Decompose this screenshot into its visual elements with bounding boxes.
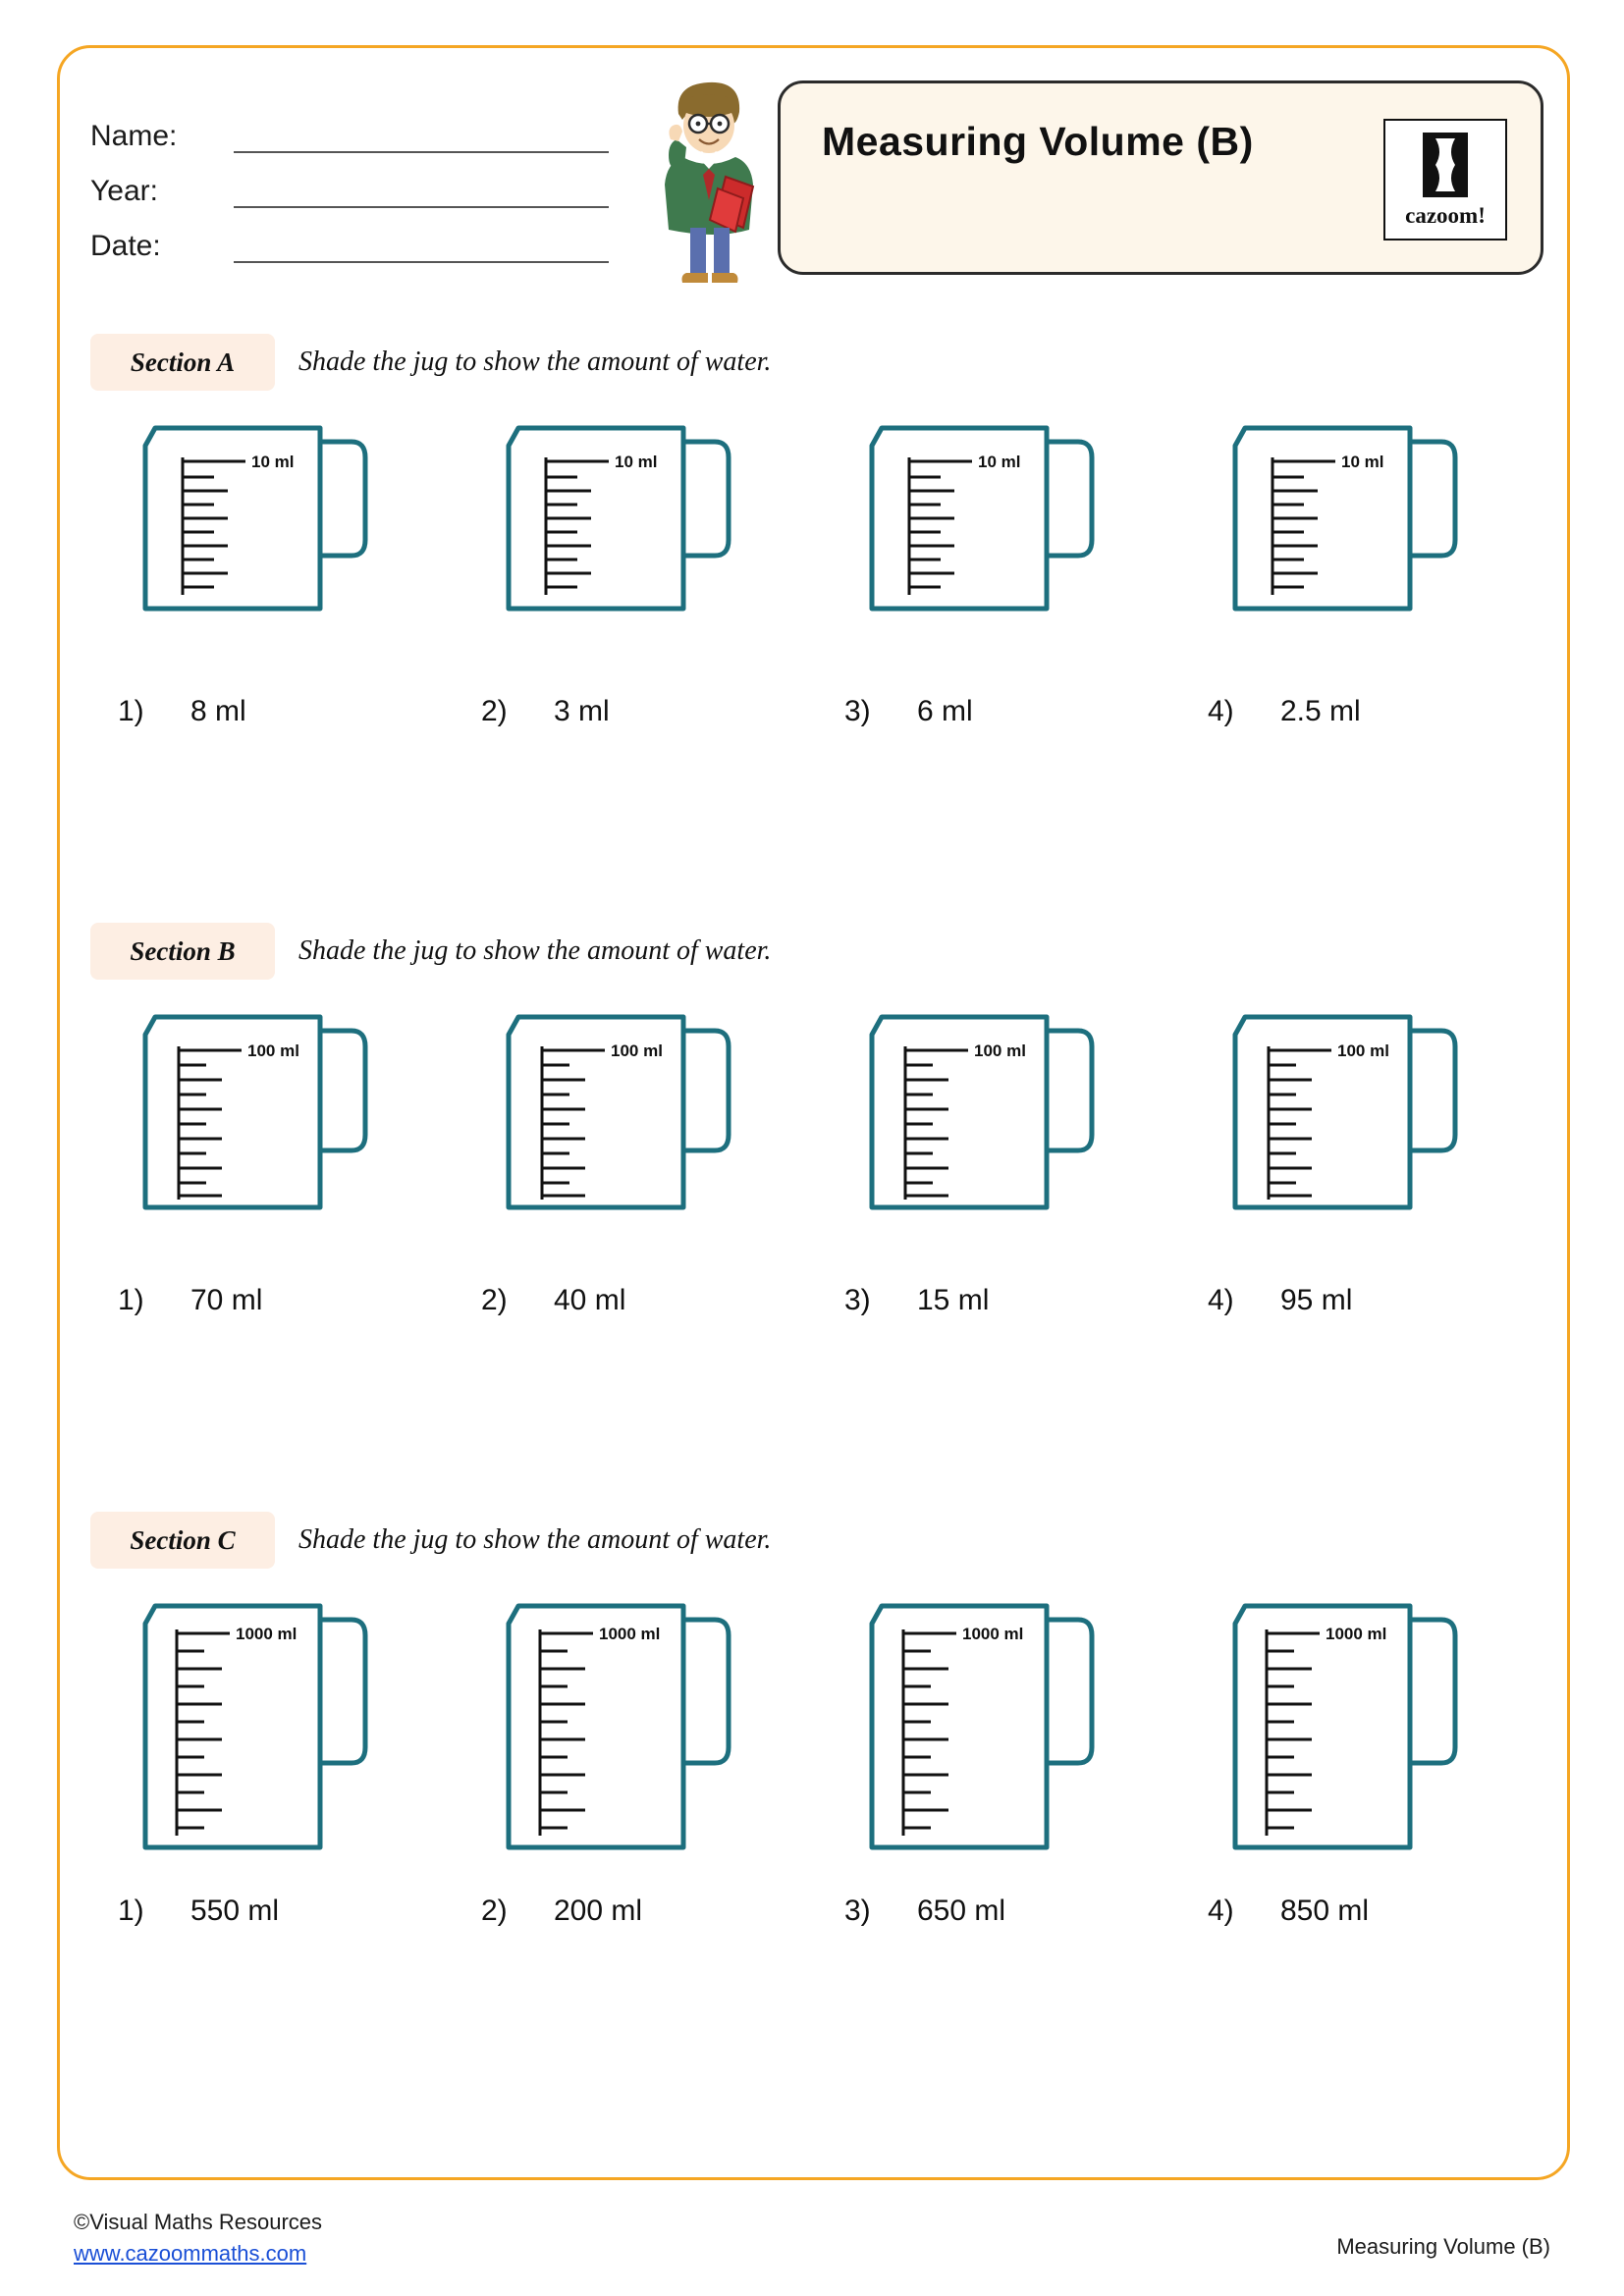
section-a-jug-row [90, 422, 1543, 746]
section-a-question-4 [1180, 422, 1543, 746]
question-number: 4) [1208, 1284, 1234, 1316]
scale-label: 100 ml [1337, 1041, 1389, 1060]
section-b [90, 923, 1543, 1316]
section-c-jug-row [90, 1600, 1543, 1927]
year-field-row [90, 153, 621, 208]
question-number: 3) [844, 1284, 871, 1316]
section-c-tag [90, 1512, 275, 1569]
section-c-question-2 [454, 1600, 817, 1927]
question-number: 2) [481, 1895, 508, 1927]
answer-line [481, 695, 610, 728]
section-b-question-3 [817, 1011, 1180, 1335]
question-value: 40 ml [554, 1284, 626, 1316]
section-a-question-3 [817, 422, 1180, 746]
answer-line [481, 1895, 642, 1928]
section-b-jug-row [90, 1011, 1543, 1335]
website-link[interactable]: www.cazoommaths.com [74, 2240, 307, 2266]
teacher-illustration-icon [635, 71, 783, 298]
cazoom-logo [1383, 119, 1507, 240]
question-value: 200 ml [554, 1895, 643, 1927]
section-c-instruction: Shade the jug to show the amount of water. [298, 1524, 772, 1555]
jug-graphic[interactable] [112, 1011, 406, 1276]
jug-graphic[interactable] [112, 422, 406, 687]
section-c [90, 1512, 1543, 1927]
section-b-tag [90, 923, 275, 980]
section-a-instruction: Shade the jug to show the amount of water. [298, 347, 772, 377]
logo-wordmark: cazoom! [1405, 203, 1486, 228]
question-number: 3) [844, 695, 871, 727]
section-a-tag-label: Section A [130, 347, 236, 377]
name-input-line[interactable] [234, 118, 609, 153]
answer-line [118, 1284, 262, 1317]
student-info-fields [90, 98, 621, 263]
question-number: 1) [118, 1895, 144, 1927]
section-c-question-3 [817, 1600, 1180, 1927]
question-number: 4) [1208, 1895, 1234, 1927]
question-value: 8 ml [190, 695, 246, 727]
date-label: Date: [90, 230, 161, 262]
section-a-head [90, 334, 1543, 391]
answer-line [1208, 1284, 1352, 1317]
jug-graphic[interactable] [475, 1011, 770, 1276]
answer-line [481, 1284, 625, 1317]
year-input-line[interactable] [234, 173, 609, 208]
jug-graphic[interactable] [839, 422, 1133, 687]
date-input-line[interactable] [234, 228, 609, 263]
jug-graphic[interactable] [839, 1600, 1133, 1865]
scale-label: 10 ml [1341, 453, 1384, 471]
question-value: 850 ml [1280, 1895, 1370, 1927]
section-a-question-1 [90, 422, 454, 746]
scale-label: 1000 ml [1326, 1625, 1387, 1643]
answer-line [1208, 695, 1361, 728]
section-b-question-1 [90, 1011, 454, 1335]
year-label: Year: [90, 175, 158, 207]
jug-graphic[interactable] [839, 1011, 1133, 1276]
section-b-question-4 [1180, 1011, 1543, 1335]
question-number: 1) [118, 695, 144, 727]
section-a-tag [90, 334, 275, 391]
section-b-instruction: Shade the jug to show the amount of water. [298, 935, 772, 966]
logo-glass-icon [1423, 133, 1468, 202]
answer-line [844, 695, 973, 728]
scale-label: 1000 ml [599, 1625, 661, 1643]
footer-right-title: Measuring Volume (B) [1336, 2234, 1550, 2259]
section-c-question-4 [1180, 1600, 1543, 1927]
question-value: 70 ml [190, 1284, 263, 1316]
jug-graphic[interactable] [1202, 422, 1496, 687]
section-c-question-1 [90, 1600, 454, 1927]
question-value: 2.5 ml [1280, 695, 1361, 727]
scale-label: 1000 ml [962, 1625, 1024, 1643]
section-c-head [90, 1512, 1543, 1569]
section-c-tag-label: Section C [130, 1525, 236, 1555]
jug-graphic[interactable] [475, 1600, 770, 1865]
scale-label: 100 ml [974, 1041, 1026, 1060]
question-value: 3 ml [554, 695, 610, 727]
section-b-tag-label: Section B [130, 936, 236, 966]
answer-line [844, 1895, 1005, 1928]
date-field-row [90, 208, 621, 263]
section-b-question-2 [454, 1011, 817, 1335]
page-title: Measuring Volume (B) [822, 119, 1254, 164]
worksheet-title-box [778, 80, 1543, 275]
worksheet-header [90, 71, 1543, 296]
name-label: Name: [90, 120, 178, 152]
scale-label: 100 ml [247, 1041, 299, 1060]
question-value: 15 ml [917, 1284, 990, 1316]
jug-graphic[interactable] [1202, 1011, 1496, 1276]
answer-line [844, 1284, 989, 1317]
question-number: 2) [481, 1284, 508, 1316]
jug-graphic[interactable] [1202, 1600, 1496, 1865]
section-b-head [90, 923, 1543, 980]
scale-label: 10 ml [978, 453, 1021, 471]
answer-line [1208, 1895, 1369, 1928]
question-number: 1) [118, 1284, 144, 1316]
answer-line [118, 1895, 279, 1928]
copyright-text: ©Visual Maths Resources [74, 2210, 323, 2234]
scale-label: 1000 ml [236, 1625, 298, 1643]
answer-line [118, 695, 246, 728]
section-a-question-2 [454, 422, 817, 746]
question-number: 2) [481, 695, 508, 727]
jug-graphic[interactable] [112, 1600, 406, 1865]
scale-label: 10 ml [615, 453, 658, 471]
scale-label: 10 ml [251, 453, 295, 471]
footer-left [74, 2207, 322, 2269]
question-number: 3) [844, 1895, 871, 1927]
question-value: 6 ml [917, 695, 973, 727]
jug-graphic[interactable] [475, 422, 770, 687]
question-value: 650 ml [917, 1895, 1006, 1927]
section-a [90, 334, 1543, 727]
name-field-row [90, 98, 621, 153]
question-value: 550 ml [190, 1895, 280, 1927]
scale-label: 100 ml [611, 1041, 663, 1060]
question-value: 95 ml [1280, 1284, 1353, 1316]
question-number: 4) [1208, 695, 1234, 727]
